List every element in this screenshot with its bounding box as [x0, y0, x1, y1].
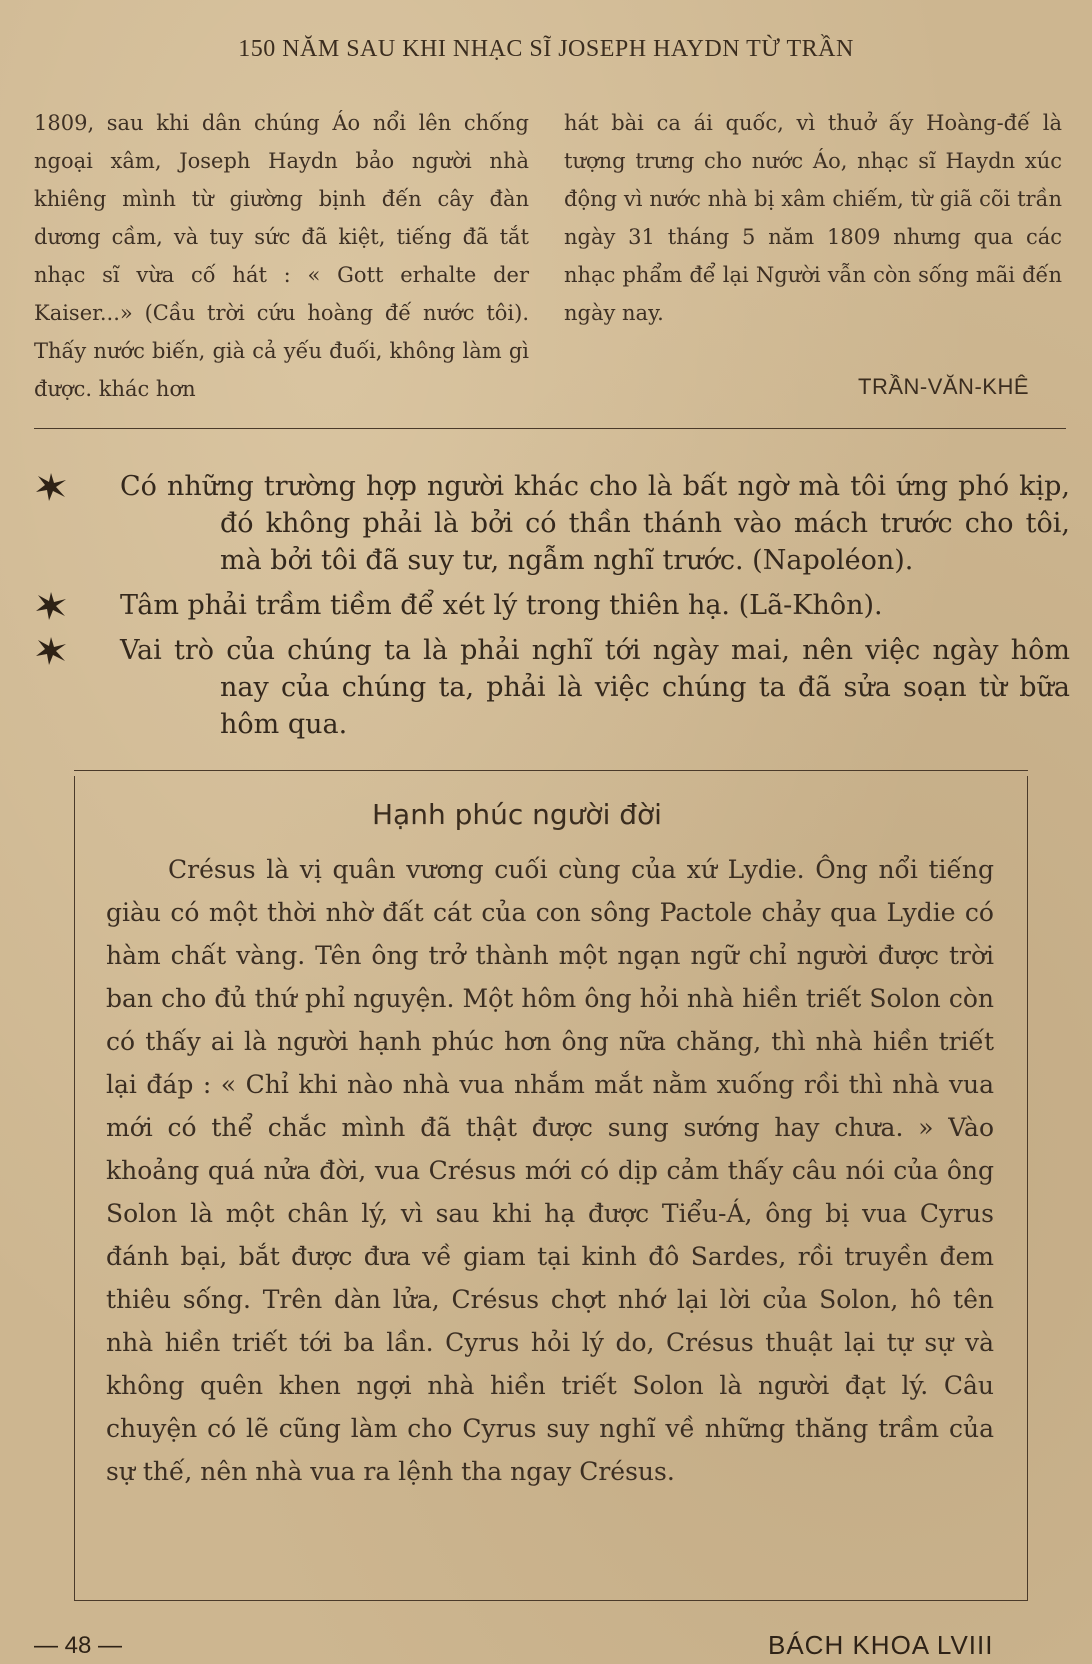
box-body-text: Crésus là vị quân vương cuối cùng của xứ Lydie. Ông nổi tiếng giàu có một thời nhờ đất cát của con sông Pactole chảy qua Lydie có hàm chất vàng. Tên ông trở thành một ngạn ngữ chỉ người được trời ban cho đủ thứ phỉ nguyện. Một hôm ông hỏi nhà hiền triết Solon còn có thấy ai là người hạnh phúc hơn ông nữa chăng, thì nhà hiền triết lại đáp : « Chỉ khi nào nhà vua nhắm mắt nằm xuống rồi thì nhà vua mới có thể chắc mình đã thật được sung sướng hay chưa. » Vào khoảng quá nửa đời, vua Crésus mới có dịp cảm thấy câu nói của ông Solon là một chân lý, vì sau khi hạ được Tiểu-Á, ông bị vua Cyrus đánh bại, bắt được đưa về giam tại kinh đô Sardes, rồi truyền đem thiêu sống. Trên dàn lửa, Crésus chợt nhớ lại lời của Solon, hô tên nhà hiền triết tới ba lần. Cyrus hỏi lý do, Crésus thuật lại tự sự và không quên khen ngợi nhà hiền triết Solon là người đạt lý. Câu chuyện có lẽ cũng làm cho Cyrus suy nghĩ về những thăng trầm của sự thế, nên nhà vua ra lệnh tha ngay Crésus. [106, 855, 994, 1486]
page-number: — 48 — [34, 1632, 123, 1659]
section-divider-top [34, 428, 1066, 429]
article-author: TRẦN-VĂN-KHÊ [858, 374, 1030, 399]
running-head: 150 NĂM SAU KHI NHẠC SĨ JOSEPH HAYDN TỪ TRẦN [238, 36, 854, 62]
box-body [106, 848, 994, 1493]
article-left-text: 1809, sau khi dân chúng Áo nổi lên chống ngoại xâm, Joseph Haydn bảo người nhà khiêng mình từ giường bịnh đến cây đàn dương cầm, và tuy sức đã kiệt, tiếng đã tắt nhạc sĩ vừa cố hát : « Gott erhalte der Kaiser...» (Cầu trời cứu hoàng đế nước tôi). Thấy nước biến, già cả yếu đuối, không làm gì được. khác hơn [34, 111, 529, 401]
box-title: Hạnh phúc người đời [372, 798, 662, 831]
quote-item [30, 587, 1070, 624]
article-right-text: hát bài ca ái quốc, vì thuở ấy Hoàng-đế là tượng trưng cho nước Áo, nhạc sĩ Haydn xúc động vì nước nhà bị xâm chiếm, từ giã cõi trần ngày 31 tháng 5 năm 1809 nhưng qua các nhạc phẩm để lại Người vẫn còn sống mãi đến ngày nay. [564, 111, 1062, 325]
quotes-section [30, 468, 1070, 751]
quote-item [30, 468, 1070, 579]
box-top-rule [74, 770, 1028, 771]
quote-text: Vai trò của chúng ta là phải nghĩ tới ngày mai, nên việc ngày hôm nay của chúng ta, phải là việc chúng ta đã sửa soạn từ bữa hôm qua. [120, 635, 1070, 740]
quote-text: Có những trường hợp người khác cho là bất ngờ mà tôi ứng phó kịp, đó không phải là bởi có thần thánh vào mách trước cho tôi, mà bởi tôi đã suy tư, ngẫm nghĩ trước. (Napoléon). [120, 471, 1070, 576]
article-right-column [564, 104, 1062, 332]
quote-text: Tâm phải trầm tiềm để xét lý trong thiên hạ. (Lã-Khôn). [120, 590, 883, 621]
star-bullet-icon [34, 591, 68, 621]
quote-item [30, 632, 1070, 743]
publication-title: BÁCH KHOA LVIII [768, 1630, 994, 1660]
star-bullet-icon [34, 636, 68, 666]
star-bullet-icon [34, 472, 68, 502]
article-left-column [34, 104, 529, 408]
